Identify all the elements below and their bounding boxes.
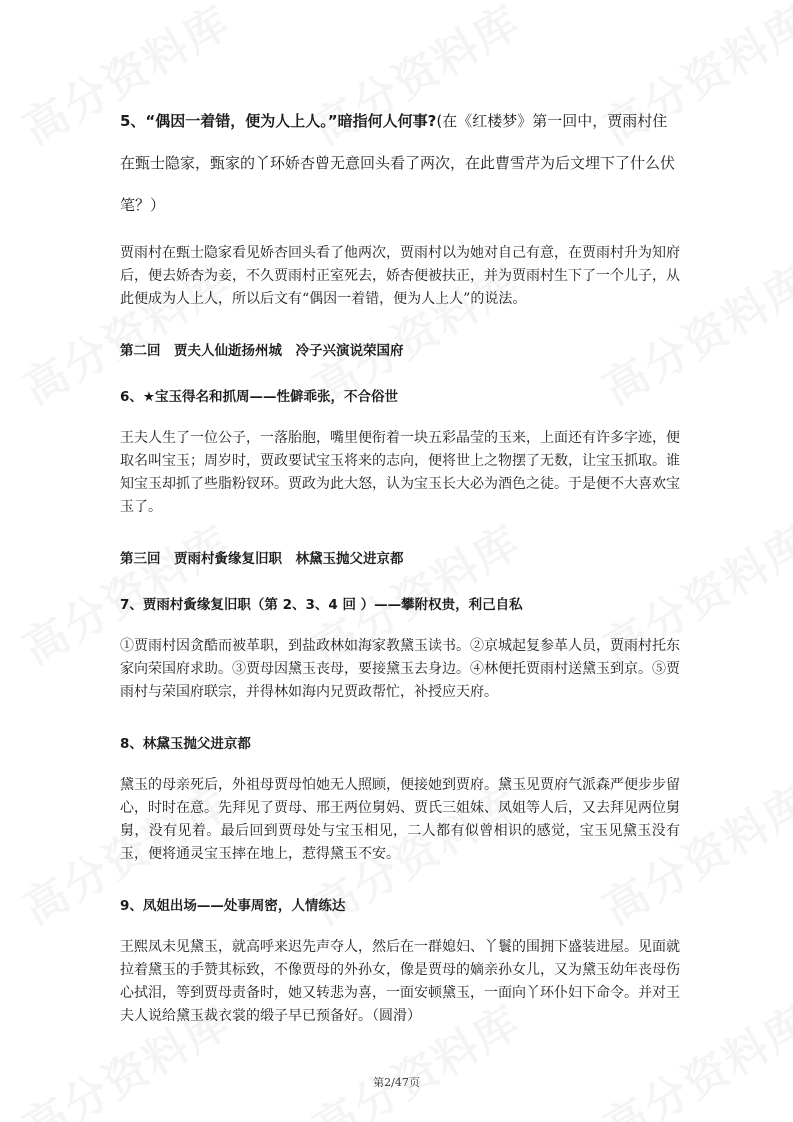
question-5-rest: (在《红楼梦》第一回中，贾雨村住	[436, 112, 668, 130]
question-6-answer: 王夫人生了一位公子，一落胎胞，嘴里便衔着一块五彩晶莹的玉来，上面还有许多字迹，便取名叫宝玉；周岁时，贾政要试宝玉将来的志向，便将世上之物摆了无数，让宝玉抓取。谁知宝玉却抓了些脂粉钗环。贾政为此大怒，认为宝玉长大必为酒色之徒。于是便不大喜欢宝玉了。	[120, 430, 680, 515]
document-body	[120, 100, 680, 1028]
question-9-answer: 王熙凤未见黛玉，就高呼来迟先声夺人，然后在一群媳妇、丫鬟的围拥下盛装进屋。见面就拉着黛玉的手赞其标致，不像贾母的外孙女，像是贾母的嫡亲孙女儿，又为黛玉幼年丧母伤心拭泪，等到贾母责备时，她又转悲为喜，一面安顿黛玉，一面向丫环仆妇下命令。并对王夫人说给黛玉裁衣裳的缎子早已预备好。（圆滑）	[120, 939, 680, 1024]
question-5-answer: 贾雨村在甄士隐家看见娇杏回头看了他两次，贾雨村以为她对自己有意，在贾雨村升为知府后，便去娇杏为妾，不久贾雨村正室死去，娇杏便被扶正，并为贾雨村生下了一个儿子，从此便成为人上人，所以后文有“偶因一着错，便为人上人”的说法。	[120, 245, 680, 307]
chapter-3-heading: 第三回 贾雨村夤缘复旧职 林黛玉抛父进京都	[120, 551, 404, 567]
question-8-title: 8、林黛玉抛父进京都	[120, 736, 251, 752]
chapter-2-heading: 第二回 贾夫人仙逝扬州城 冷子兴演说荣国府	[120, 343, 404, 359]
question-7-title: 7、贾雨村夤缘复旧职（第 2、3、4 回 ）——攀附权贵，利己自私	[120, 597, 523, 613]
question-9-title: 9、凤姐出场——处事周密，人情练达	[120, 898, 346, 914]
question-5-bold: 5、“偶因一着错，便为人上人。”暗指何人何事?	[120, 112, 437, 130]
question-6-title: 6、★宝玉得名和抓周——性僻乖张，不合俗世	[120, 389, 398, 405]
question-7-answer: ①贾雨村因贪酷而被革职，到盐政林如海家教黛玉读书。②京城起复参革人员，贾雨村托东家向荣国府求助。③贾母因黛玉丧母，要接黛玉去身边。④林便托贾雨村送黛玉到京。⑤贾雨村与荣国府联宗，并得林如海内兄贾政帮忙，补授应天府。	[120, 638, 680, 700]
question-5-line3: 笔？）	[120, 196, 166, 214]
question-8-answer: 黛玉的母亲死后，外祖母贾母怕她无人照顾，便接她到贾府。黛玉见贾府气派森严便步步留心，时时在意。先拜见了贾母、邢王两位舅妈、贾氏三姐妹、凤姐等人后，又去拜见两位舅舅，没有见着。最后回到贾母处与宝玉相见，二人都有似曾相识的感觉，宝玉见黛玉没有玉，便将通灵宝玉摔在地上，惹得黛玉不安。	[120, 777, 680, 862]
question-5-title	[120, 100, 680, 142]
question-5-line2: 在甄士隐家，甄家的丫环娇杏曾无意回头看了两次，在此曹雪芹为后文埋下了什么伏	[120, 154, 676, 172]
page-number: 第2/47页	[373, 1076, 420, 1089]
